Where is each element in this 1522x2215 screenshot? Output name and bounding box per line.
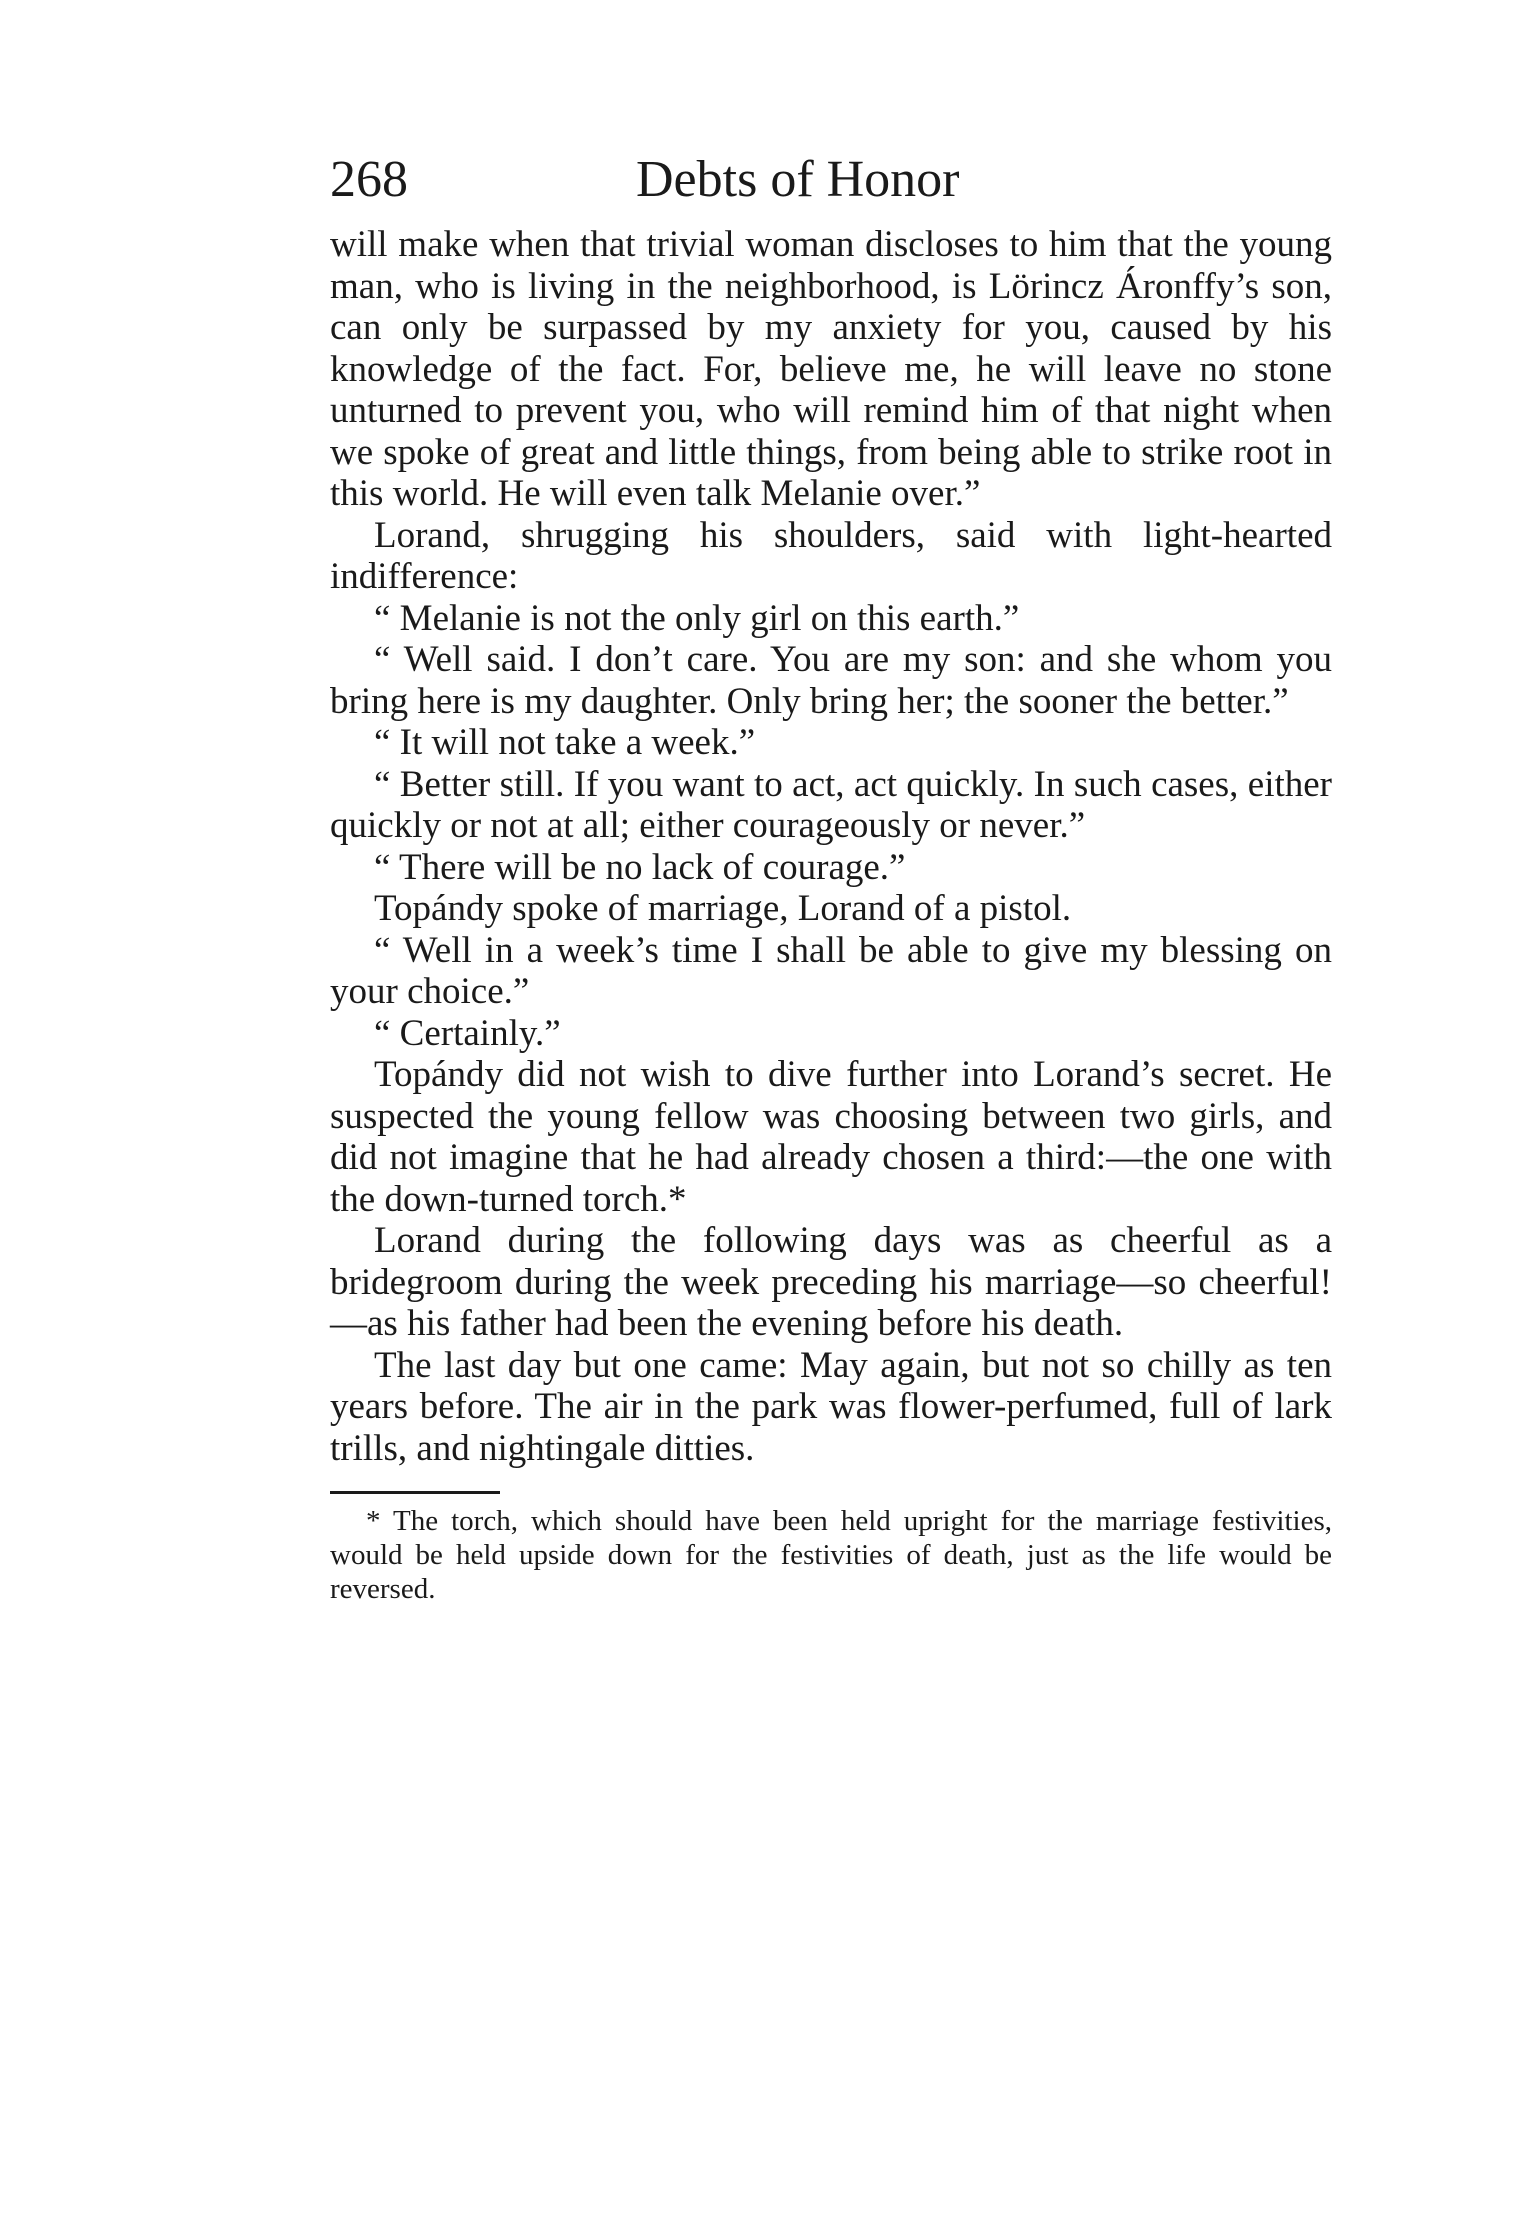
paragraph: Lorand during the following days was as cheerful as a bridegroom during the week preceding his marriage—so cheerful!—as his father had been the evening before his death.: [330, 1220, 1332, 1344]
book-page: [330, 140, 1332, 1606]
paragraph: Topándy spoke of marriage, Lorand of a pistol.: [374, 888, 1072, 929]
paragraph: “ Melanie is not the only girl on this earth.”: [374, 597, 1020, 639]
running-title: Debts of Honor: [636, 151, 960, 208]
footnote-rule: [330, 1491, 500, 1494]
running-head: [330, 140, 1332, 220]
paragraph: will make when that trivial woman discloses to him that the young man, who is living in the neighborhood, is Lörincz Áronffy’s son, can only be surpassed by my anxiety for you, caused by his knowledge of the fact. For, believe me, he will leave no stone unturned to prevent you, who will remind him of that night when we spoke of great and little things, from being able to strike root in this world. He will even talk Melanie over.”: [330, 224, 1332, 514]
paragraph: Lorand, shrugging his shoulders, said with light-hearted indifference:: [330, 514, 1332, 597]
paragraph: “ Well in a week’s time I shall be able to give my blessing on your choice.”: [330, 929, 1332, 1012]
body-text: [330, 224, 1332, 1469]
paragraph: “ It will not take a week.”: [374, 722, 756, 763]
page-number: 268: [330, 151, 408, 208]
paragraph: The last day but one came: May again, but not so chilly as ten years before. The air in the park was flower-perfumed, full of lark trills, and nightingale ditties.: [330, 1344, 1332, 1469]
paragraph: Topándy did not wish to dive further into Lorand’s secret. He suspected the young fellow was choosing between two girls, and did not imagine that he had already chosen a third:—the one with the down-turned torch.*: [330, 1054, 1332, 1220]
footnote: * The torch, which should have been held upright for the marriage festivities, would be held upside down for the festivities of death, just as the life would be reversed.: [330, 1505, 1332, 1605]
paragraph: “ There will be no lack of courage.”: [374, 846, 906, 888]
paragraph: “ Certainly.”: [374, 1012, 561, 1054]
paragraph: “ Well said. I don’t care. You are my son: and she whom you bring here is my daughter. Only bring her; the sooner the better.”: [330, 639, 1332, 722]
paragraph: “ Better still. If you want to act, act quickly. In such cases, either quickly or not at all; either courageously or never.”: [330, 763, 1332, 846]
